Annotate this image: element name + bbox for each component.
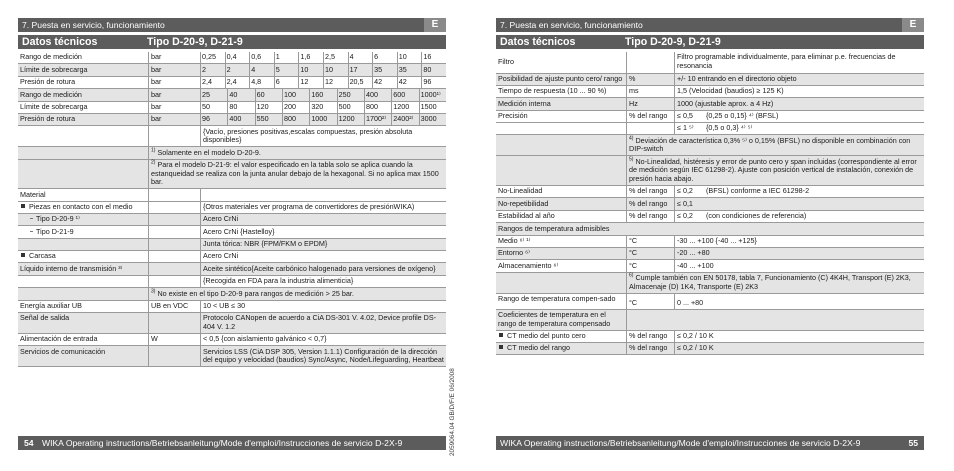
range-value: 4	[249, 64, 274, 75]
range-value: 160	[309, 89, 336, 100]
table-row: Tipo D-21-9 Acero CrNi {Hastelloy}	[18, 226, 446, 238]
table-row: Líquido interno de transmisión ³⁾ Aceite sintético{Aceite carbónico halogenado para versiones de oxígeno}	[18, 263, 446, 275]
document-code: 2059064.04 GB/D/F/E 06/2008	[449, 368, 456, 456]
table-row	[18, 114, 446, 126]
range-value: 2,4	[202, 77, 212, 87]
table-row: Medición interna Hz 1000 (ajustable aprox. a 4 Hz)	[496, 98, 924, 110]
range-value: 17	[348, 64, 373, 75]
footnote-row: $^{6)}$ Cumple también con EN 50178, tabla 7, Funcionamiento (C) 4K4H, Transport (E) 2K3, Almacenaje (D) 1K4, Transporte (E) 2K3	[496, 273, 924, 294]
table-title: Datos técnicos	[500, 36, 576, 48]
table-row: Filtro Filtro programable individualmente, para eliminar p.e. frecuencias de resonancia	[496, 52, 924, 74]
row-label: Rango de medición	[20, 52, 82, 62]
range-value: 4,8	[249, 77, 274, 88]
row-unit: bar	[148, 89, 200, 100]
footer-text: WIKA Operating instructions/Betriebsanleitung/Mode d'emploi/Instrucciones de servicio D-2X-9	[500, 438, 861, 448]
table-row: Rango de temperatura compen-sado °C 0 ... +80	[496, 294, 924, 310]
range-value: 1200	[391, 102, 418, 113]
table-row	[18, 64, 446, 76]
table-row: Tipo D-20-9 ¹⁾ Acero CrNi	[18, 214, 446, 226]
row-label: Presión de rotura	[20, 77, 76, 87]
range-value: 35	[372, 64, 397, 75]
left-page	[18, 18, 446, 367]
page-footer	[496, 436, 924, 450]
dash-icon	[30, 218, 33, 219]
range-value: 96	[421, 77, 446, 88]
table-row: Precisión % del rango ≤ 0,5 {0,25 o 0,15} ⁴⁾ (BFSL)	[496, 111, 924, 123]
table-row: CT medio del punto cero % del rango ≤ 0,2 / 10 K	[496, 331, 924, 343]
table-model: Tipo D-20-9, D-21-9	[625, 36, 721, 48]
table-row: ≤ 1 ⁵⁾ {0,5 o 0,3} ⁴⁾ ⁵⁾	[496, 123, 924, 135]
table-row: {Recogida en FDA para la industria alimenticia}	[18, 276, 446, 288]
bullet-icon	[21, 253, 25, 257]
range-value: 10	[397, 52, 422, 63]
footnote-2: Para el modelo D-21-9: el valor especificado en la tabla solo se aplica cuando la estanqueidad se realiza con la junta anular debajo de la hexagonal. Si no aplica max 1500 bar.	[151, 159, 439, 187]
table-row: No-Linealidad % del rango ≤ 0,2 (BFSL) conforme a IEC 61298-2	[496, 186, 924, 198]
table-title: Datos técnicos	[22, 36, 98, 48]
range-value: 96	[202, 114, 210, 124]
footnote-6: Cumple también con EN 50178, tabla 7, Funcionamiento (C) 4K4H, Transport (E) 2K3, Almacenaje (D) 1K4, Transporte (E) 2K3	[629, 273, 911, 291]
range-value: 6	[372, 52, 397, 63]
range-value: 200	[282, 102, 309, 113]
table-row: Junta tórica: NBR {FPM/FKM o EPDM}	[18, 239, 446, 251]
range-value: 6	[274, 77, 299, 88]
section-title: 7. Puesta en servicio, funcionamiento	[500, 20, 643, 30]
range-value: 16	[421, 52, 446, 63]
table-row	[18, 89, 446, 101]
range-value: 0,6	[249, 52, 274, 63]
range-value: 40	[227, 89, 254, 100]
language-badge: E	[424, 18, 446, 32]
footnote-row: $^{2)}$ Para el modelo D-21-9: el valor especificado en la tabla solo se aplica cuando la estanqueidad se realiza con la junta anular debajo de la hexagonal. Si no aplica max 1500 bar.	[18, 160, 446, 190]
range-value: 50	[202, 101, 210, 111]
range-value: 35	[397, 64, 422, 75]
footer-text: WIKA Operating instructions/Betriebsanleitung/Mode d'emploi/Instrucciones de servicio D-2X-9	[41, 438, 403, 448]
range-value: 10	[298, 64, 323, 75]
footnote-3: No existe en el tipo D-20-9 para rangos de medición > 25 bar.	[157, 288, 354, 298]
range-value: 800	[364, 102, 391, 113]
footnote-row: $^{1)}$ Solamente en el modelo D-20-9.	[18, 147, 446, 159]
range-value: 2	[202, 64, 206, 74]
table-title-bar	[18, 35, 446, 49]
row-unit: bar	[148, 64, 200, 75]
range-value: 120	[255, 102, 282, 113]
bullet-icon	[499, 333, 503, 337]
range-value: 80	[227, 102, 254, 113]
table-row	[18, 77, 446, 89]
table-row: Alimentación de entrada W < 0,5 {con aislamiento galvánico < 0,7}	[18, 334, 446, 346]
table-row: Material	[18, 189, 446, 201]
table-row: Entorno ⁶⁾ °C -20 ... +80	[496, 248, 924, 260]
range-value: 2,4	[225, 77, 250, 88]
range-value: 25	[202, 89, 210, 99]
page-footer	[18, 436, 446, 450]
footnote-row: $^{3)}$ No existe en el tipo D-20-9 para rangos de medición > 25 bar.	[18, 288, 446, 300]
range-value: 550	[255, 114, 282, 125]
range-value: 2	[225, 64, 250, 75]
range-value: 100	[282, 89, 309, 100]
range-value: 4	[348, 52, 373, 63]
table-title-bar	[496, 35, 924, 49]
range-value: 500	[337, 102, 364, 113]
range-value: 12	[323, 77, 348, 88]
table-row	[18, 52, 446, 64]
range-value: 1,6	[298, 52, 323, 63]
row-unit: bar	[148, 52, 200, 63]
table-row: Piezas en contacto con el medio {Otros materiales ver programa de convertidores de presiónWIKA)	[18, 202, 446, 214]
section-header	[18, 18, 446, 32]
dash-icon	[30, 231, 33, 232]
table-row: Servicios de comunicación Servicios LSS (CiA DSP 305, Version 1.1.1) Configuración de la dirección del equipo y velocidad (baudios) Sync/Async, Node/Lifeguarding, Heartbeat	[18, 346, 446, 367]
section-header	[496, 18, 924, 32]
table-row: Posibilidad de ajuste punto cero/ rango % +/- 10 entrando en el directorio objeto	[496, 74, 924, 86]
table-row: Señal de salida Protocolo CANopen de acuerdo a CiA DS-301 V. 4.02, Device profile DS-404 V. 1.2	[18, 313, 446, 334]
right-page	[496, 18, 924, 355]
row-label: Límite de sobrecarga	[20, 101, 88, 111]
spec-table	[496, 52, 924, 355]
language-badge: E	[902, 18, 924, 32]
table-row	[18, 102, 446, 114]
table-row: Estabilidad al año % del rango ≤ 0,2 (con condiciones de referencia)	[496, 211, 924, 223]
spec-table	[18, 52, 446, 367]
footnote-row: $^{5)}$ No-Linealidad, histéresis y error de punto cero y span incluidas (correspondiente al error de medición según IEC 61298-2). Ajuste con posición vertical de instalación, conexión de presión hacia abajo.	[496, 156, 924, 186]
range-value: 320	[309, 102, 336, 113]
range-value: 2400²⁾	[391, 114, 418, 125]
footnote-4: Deviación de característica 0,3% ⁵⁾ o 0,15% (BFSL) no disponible en combinación con DIP-switch	[629, 135, 911, 154]
range-value: 0,4	[225, 52, 250, 63]
row-label: Rango de medición	[20, 89, 82, 99]
table-row: Energía auxiliar UB UB en VDC 10 < UB ≤ 30	[18, 301, 446, 313]
range-value: 1000¹⁾	[419, 89, 446, 100]
range-value: 250	[337, 89, 364, 100]
table-row: {Vacío, presiones positivas,escalas compuestas, presión absoluta disponibles}	[18, 126, 446, 147]
row-unit: bar	[148, 102, 200, 113]
range-value: 42	[397, 77, 422, 88]
range-value: 1500	[419, 102, 446, 113]
range-value: 20,5	[348, 77, 373, 88]
range-value: 400	[227, 114, 254, 125]
table-row: No-repetibilidad % del rango ≤ 0,1	[496, 198, 924, 210]
footnote-row: $^{4)}$ Deviación de característica 0,3% ⁵⁾ o 0,15% (BFSL) no disponible en combinación con DIP-switch	[496, 135, 924, 156]
bullet-icon	[21, 204, 25, 208]
table-row: Rangos de temperatura admisibles	[496, 223, 924, 235]
range-value: 1200	[337, 114, 364, 125]
table-row: Coeficientes de temperatura en el rango de temperatura compensado	[496, 310, 924, 331]
range-value: 10	[323, 64, 348, 75]
range-value: 1000	[309, 114, 336, 125]
range-value: 3000	[419, 114, 446, 125]
range-value: 800	[282, 114, 309, 125]
footnote-1: Solamente en el modelo D-20-9.	[157, 147, 261, 157]
table-row: CT medio del rango % del rango ≤ 0,2 / 10 K	[496, 343, 924, 355]
range-value: 60	[255, 89, 282, 100]
section-title: 7. Puesta en servicio, funcionamiento	[22, 20, 165, 30]
row-label: Presión de rotura	[20, 114, 76, 124]
footnote-5: No-Linealidad, histéresis y error de punto cero y span incluidas (correspondiente al error de medición según IEC 61298-2). Ajuste con posición vertical de instalación, conexión de presión hacia abajo.	[629, 156, 917, 184]
range-value: 1	[274, 52, 299, 63]
range-value: 2,5	[323, 52, 348, 63]
range-value: 600	[391, 89, 418, 100]
page-number: 54	[24, 438, 34, 448]
table-row: Almacenamiento ⁶⁾ °C -40 ... +100	[496, 260, 924, 272]
table-row: Carcasa Acero CrNi	[18, 251, 446, 263]
range-value: 12	[298, 77, 323, 88]
row-unit: bar	[148, 77, 200, 88]
row-label: Límite de sobrecarga	[20, 64, 88, 74]
table-row: Tiempo de respuesta (10 ... 90 %) ms 1,5 (Velocidad (baudios) ≥ 125 K)	[496, 86, 924, 98]
page-number: 55	[908, 438, 918, 448]
range-value: 400	[364, 89, 391, 100]
range-value: 5	[274, 64, 299, 75]
range-value: 1700²⁾	[364, 114, 391, 125]
range-value: 42	[372, 77, 397, 88]
bullet-icon	[499, 345, 503, 349]
range-value: 80	[421, 64, 446, 75]
row-unit: bar	[148, 114, 200, 125]
table-model: Tipo D-20-9, D-21-9	[147, 36, 243, 48]
table-row: Medio ⁶⁾ ¹⁾ °C -30 ... +100 {-40 ... +125}	[496, 236, 924, 248]
range-value: 0,25	[202, 52, 216, 62]
